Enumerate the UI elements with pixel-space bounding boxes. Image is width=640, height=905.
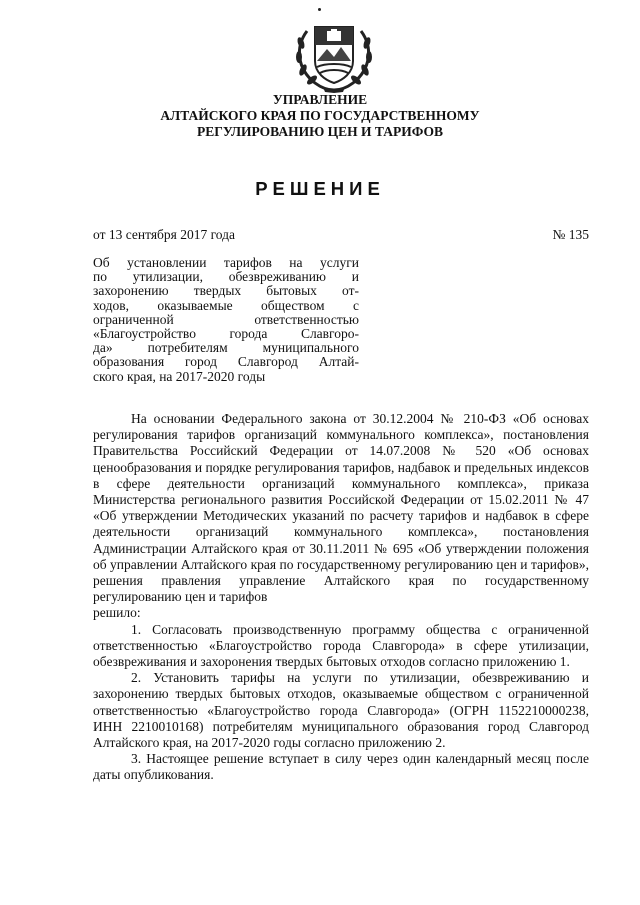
subject-line: захоронению твердых бытовых от- [93,283,359,299]
subject-line: Об установлении тарифов на услуги [93,255,359,270]
top-dot [318,8,321,11]
org-line-1: УПРАВЛЕНИЕ [272,92,368,107]
org-line-3: РЕГУЛИРОВАНИЮ ЦЕН И ТАРИФОВ [196,124,444,139]
document-number: № 135 [552,227,589,242]
subject-line: ходов, оказываемые обществом с [93,297,359,313]
org-line-2: АЛТАЙСКОГО КРАЯ ПО ГОСУДАРСТВЕННОМУ [160,108,480,123]
subject-line: по утилизации, обезвреживанию и [93,269,359,285]
organization-name [100,92,540,140]
subject-line: «Благоустройство города Славгоро- [93,326,359,342]
subject-line: ограниченной ответственностью [93,311,359,327]
subject-line: ского края, на 2017-2020 годы [93,368,266,384]
item-3-paragraph: 3. Настоящее решение вступает в силу через один календарный месяц после даты опубликования. [93,751,589,783]
document-subject [93,256,359,384]
subject-line: образования город Славгород Алтай- [93,354,359,370]
preamble-paragraph: На основании Федерального закона от 30.12.2004 № 210-ФЗ «Об основах регулирования тарифов организаций коммунального комплекса», постановления Правительства Российский Федерации от 14.07.2008 № 520 «Об основах ценообразования и порядке регулирования тарифов, надбавок и предельных индексов в сфере деятельности организаций коммунального комплекса», приказа Министерства регионального развития Российской Федерации от 15.02.2011 № 47 «Об утверждении Методических указаний по расчету тарифов и надбавок в сфере деятельности организаций коммунального комплекса», постановления Администрации Алтайского края от 30.11.2011 № 695 «Об утверждении положения об управлении Алтайского края по государственному регулированию цен и тарифов», решения правления управление Алтайского края по государственному регулированию цен и тарифов [93,411,589,605]
document-date: от 13 сентября 2017 года [93,227,236,242]
coat-of-arms-icon [293,17,375,93]
item-1-paragraph: 1. Согласовать производственную программу общества с ограниченной ответственностью «Благоустройство города Славгорода» в сфере утилизации, обезвреживания и захоронения твердых бытовых отходов согласно приложению 1. [93,621,589,670]
item-2-paragraph: 2. Установить тарифы на услуги по утилизации, обезвреживанию и захоронению твердых бытовых отходов, оказываемые обществом с ограниченной ответственностью «Благоустройство города Славгорода» (ОГРН 1152210000238, ИНН 2210010168) потребителям муниципального образования город Славгород Алтайского края, на 2017-2020 годы согласно приложению 2. [93,670,589,751]
document-title: РЕШЕНИЕ [255,178,385,199]
subject-line: да» потребителям муниципального [93,340,359,356]
resolved-label: решило: [93,605,141,621]
document-body [93,411,589,784]
